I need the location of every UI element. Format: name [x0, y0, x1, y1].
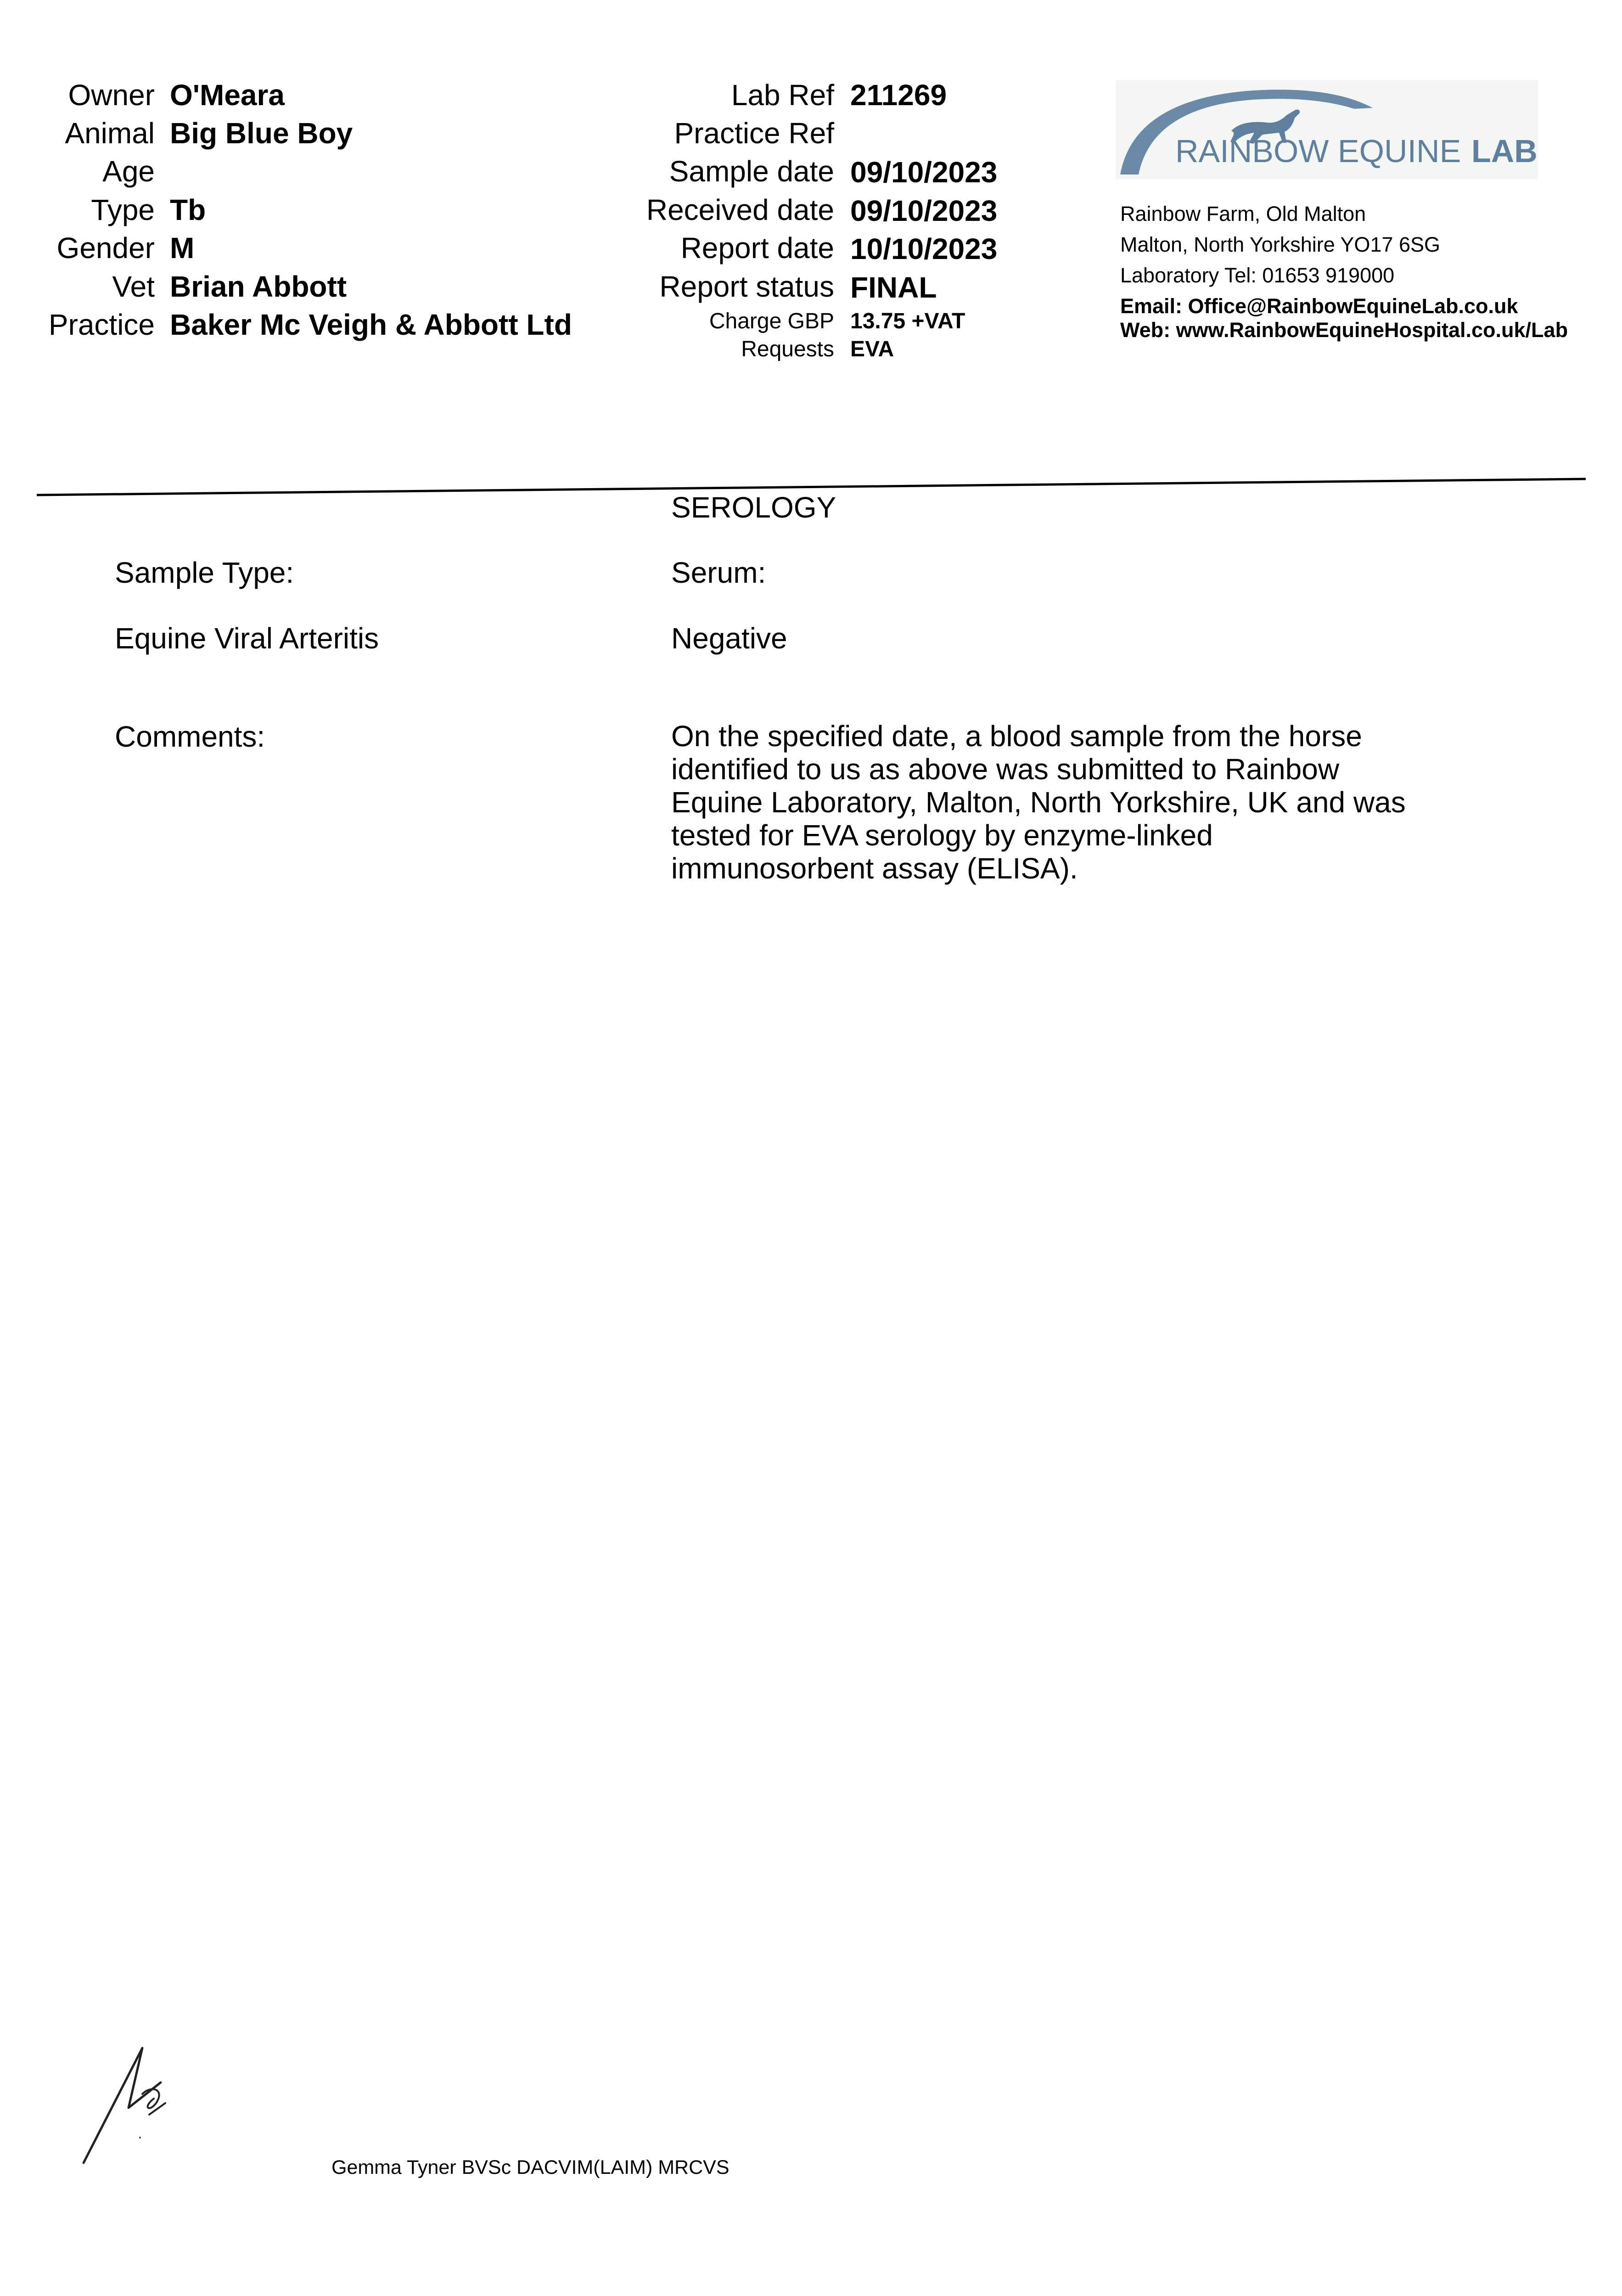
header-divider [0, 0, 1622, 551]
received-date-value: 09/10/2023 [850, 194, 998, 227]
lab-email: Email: Office@RainbowEquineLab.co.uk [1120, 294, 1518, 318]
practice-ref-label: Practice Ref [674, 117, 834, 150]
sample-type-label: Sample Type: [115, 556, 294, 589]
requests-value: EVA [850, 337, 894, 361]
logo-text-lab: LAB [1471, 133, 1538, 169]
address-line-2: Malton, North Yorkshire YO17 6SG [1120, 233, 1441, 256]
requests-label: Requests [741, 337, 834, 361]
section-title: SEROLOGY [671, 491, 836, 524]
report-date-value: 10/10/2023 [850, 232, 998, 265]
type-label: Type [91, 193, 155, 226]
logo-text: RAINBOW EQUINE [1175, 133, 1461, 169]
handwritten-signature [73, 2039, 174, 2167]
report-status-value: FINAL [850, 271, 937, 304]
practice-value: Baker Mc Veigh & Abbott Ltd [170, 308, 572, 341]
comments-text: On the specified date, a blood sample from the horse identified to us as above was submitted to Rainbow Equine Laboratory, Malton, North Yorkshire, UK and was tested for EVA serology by enzyme-linked immunosorbent assay (ELISA). [671, 720, 1406, 885]
report-date-label: Report date [680, 231, 834, 264]
age-label: Age [102, 155, 155, 188]
test-result: Negative [671, 622, 787, 655]
charge-label: Charge GBP [709, 309, 834, 333]
lab-telephone: Laboratory Tel: 01653 919000 [1120, 264, 1395, 287]
gender-value: M [170, 231, 195, 264]
sample-date-value: 09/10/2023 [850, 156, 998, 189]
address-line-1: Rainbow Farm, Old Malton [1120, 202, 1366, 225]
comments-label: Comments: [115, 720, 265, 753]
report-status-label: Report status [659, 270, 834, 303]
test-name: Equine Viral Arteritis [115, 622, 379, 655]
lab-ref-value: 211269 [850, 79, 947, 112]
owner-value: O'Meara [170, 79, 285, 112]
signer-credentials: Gemma Tyner BVSc DACVIM(LAIM) MRCVS [331, 2156, 730, 2178]
charge-value: 13.75 +VAT [850, 309, 965, 333]
vet-label: Vet [112, 270, 155, 303]
owner-label: Owner [68, 79, 155, 112]
animal-value: Big Blue Boy [170, 117, 353, 150]
lab-ref-label: Lab Ref [731, 79, 834, 112]
vet-value: Brian Abbott [170, 270, 347, 303]
animal-label: Animal [65, 117, 155, 150]
type-value: Tb [170, 193, 206, 226]
lab-website: Web: www.RainbowEquineHospital.co.uk/Lab [1120, 318, 1568, 342]
sample-type-value: Serum: [671, 556, 766, 589]
gender-label: Gender [56, 231, 155, 264]
received-date-label: Received date [646, 193, 834, 226]
sample-date-label: Sample date [669, 155, 834, 188]
practice-label: Practice [48, 308, 155, 341]
